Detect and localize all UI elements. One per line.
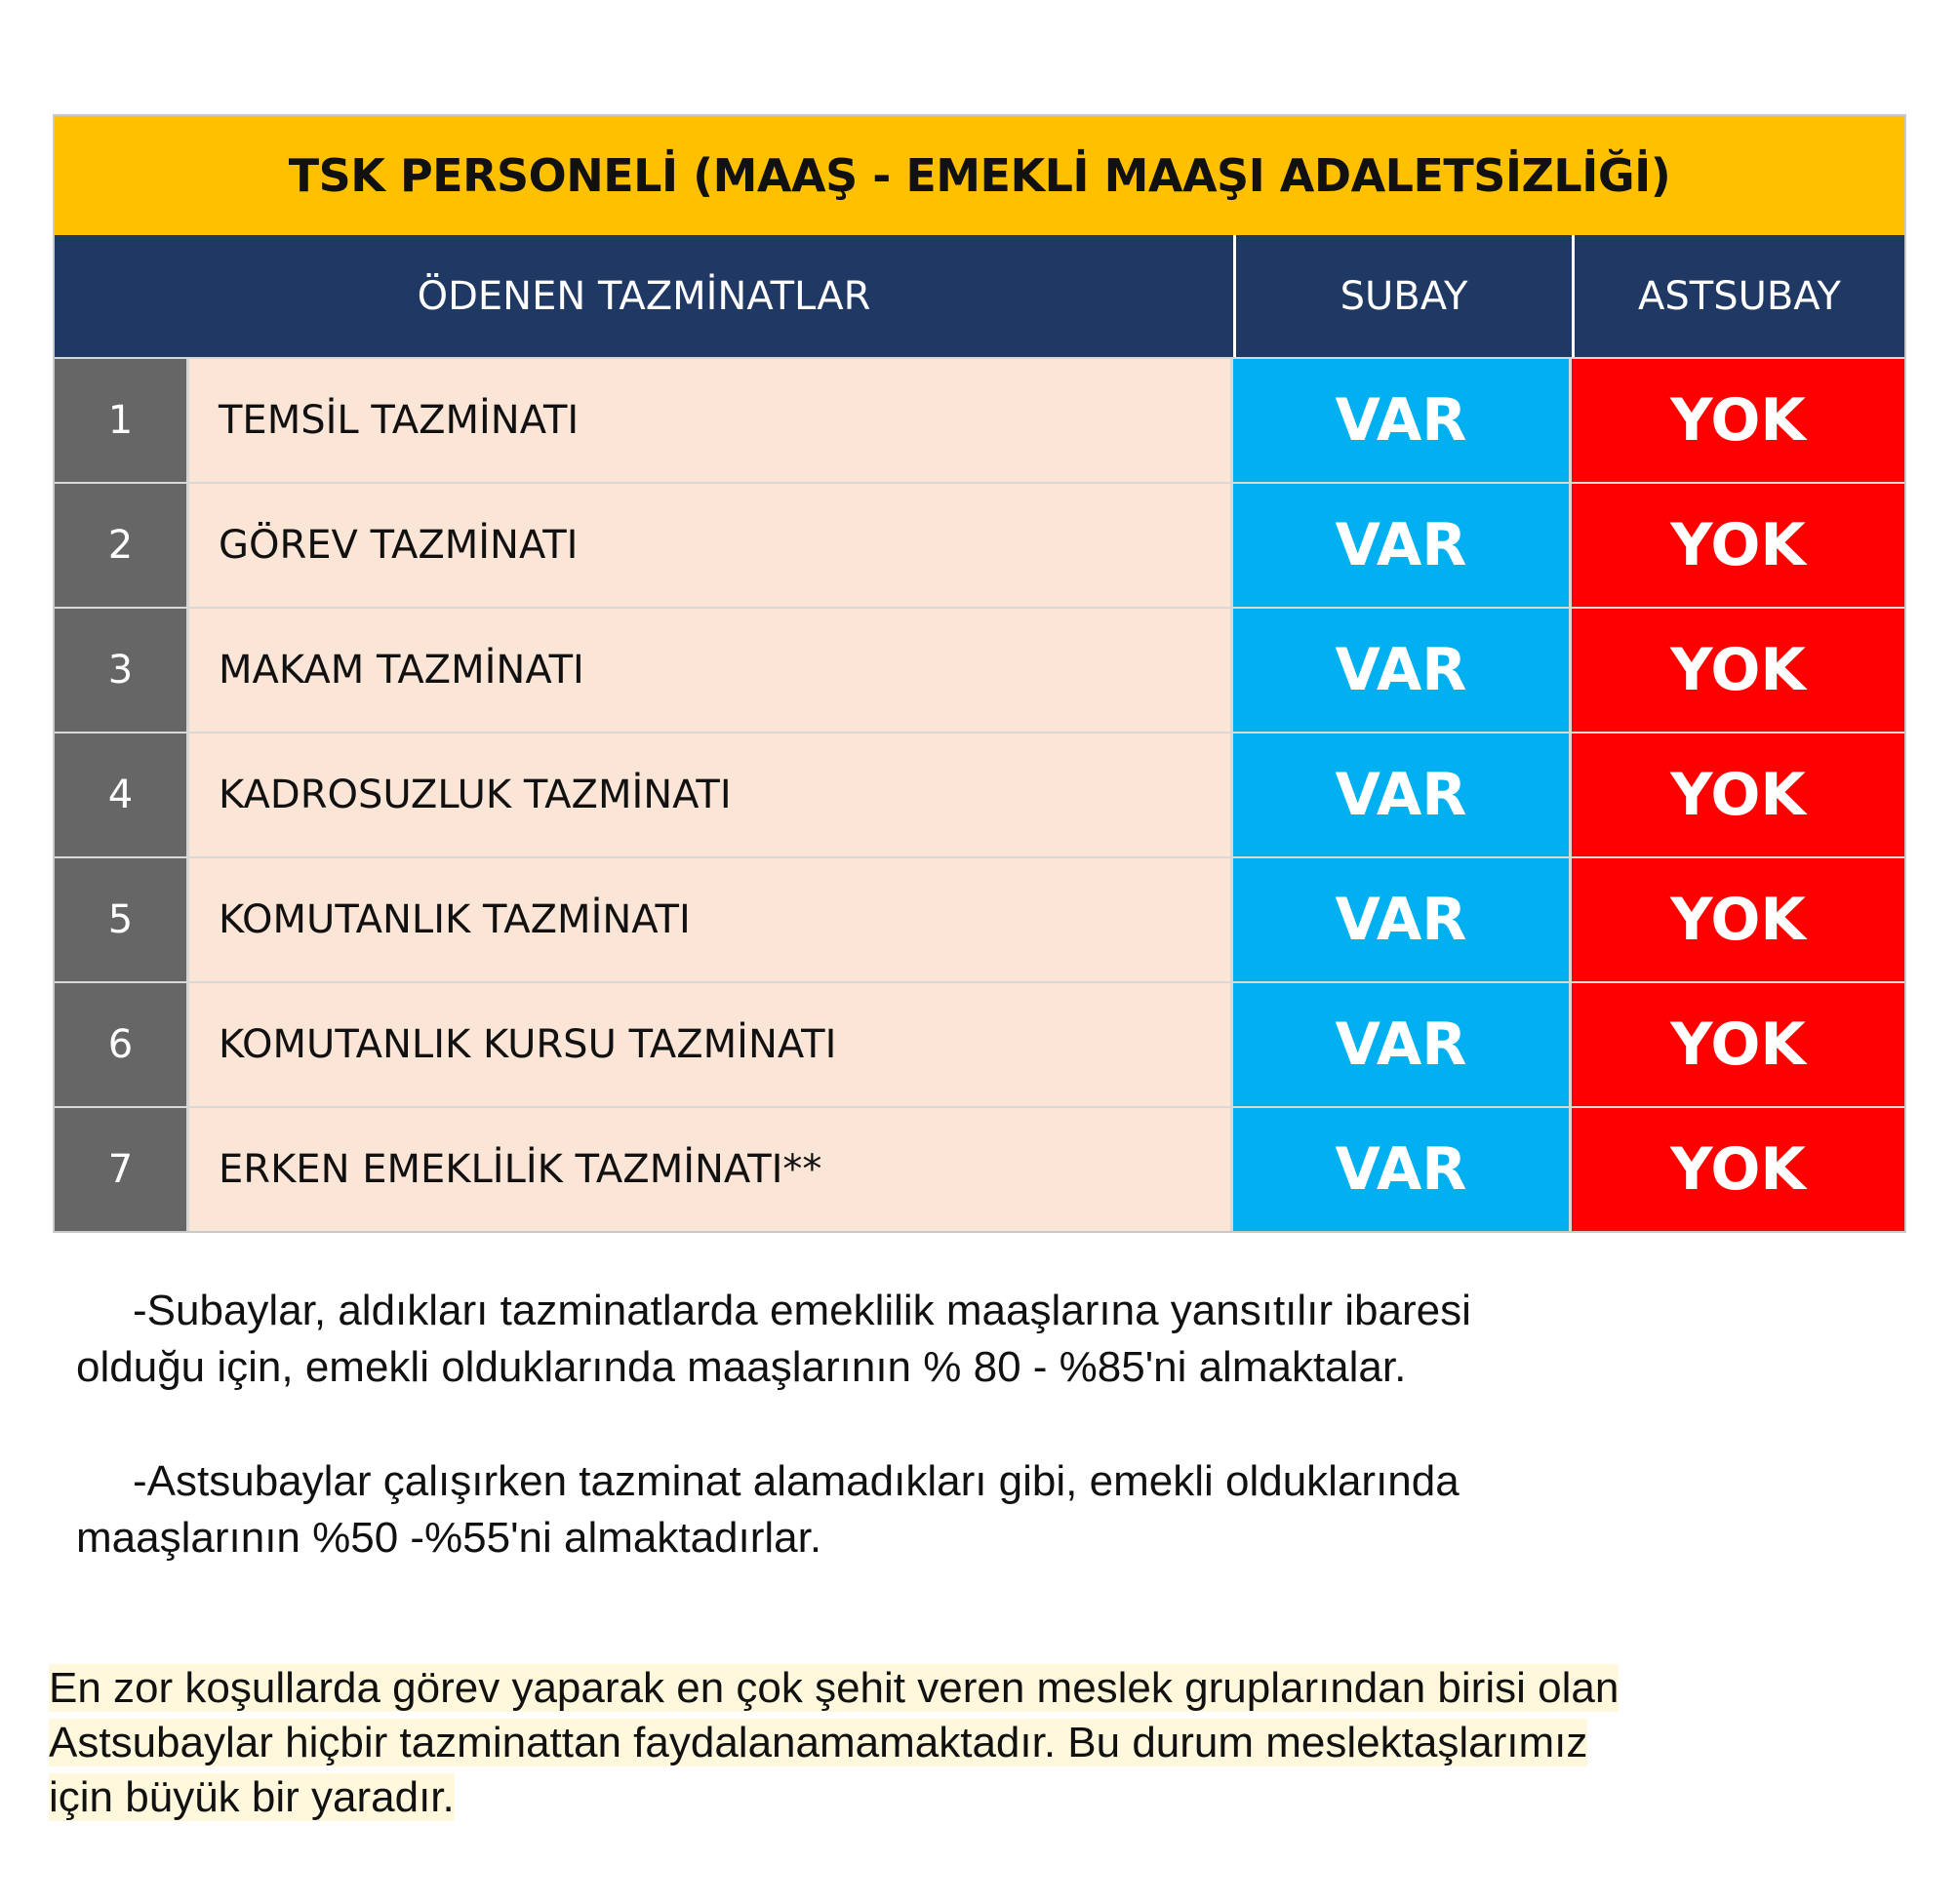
- table-header-row: [55, 235, 1904, 357]
- paragraph-line: olduğu için, emekli olduklarında maaşlarının % 80 - %85'ni almaktalar.: [76, 1343, 1407, 1391]
- compensation-name: KOMUTANLIK TAZMİNATI: [189, 858, 1233, 981]
- subay-status: VAR: [1233, 734, 1572, 856]
- astsubay-status: YOK: [1572, 734, 1904, 856]
- note-line: En zor koşullarda görev yaparak en çok şehit veren meslek gruplarından birisi olan: [49, 1664, 1620, 1712]
- subay-status: VAR: [1233, 1108, 1572, 1231]
- note-line: Astsubaylar hiçbir tazminattan faydalanamamaktadır. Bu durum meslektaşlarımız: [49, 1719, 1588, 1766]
- row-number: 2: [55, 484, 189, 607]
- compensation-name: MAKAM TAZMİNATI: [189, 609, 1233, 732]
- astsubay-status: YOK: [1572, 983, 1904, 1106]
- astsubay-status: YOK: [1572, 484, 1904, 607]
- compensation-table: [53, 114, 1906, 1233]
- header-astsubay: ASTSUBAY: [1638, 273, 1841, 319]
- paragraph-line: -Subaylar, aldıkları tazminatlarda emeklilik maaşlarına yansıtılır ibaresi: [133, 1287, 1471, 1334]
- astsubay-status: YOK: [1572, 1108, 1904, 1231]
- compensation-name: ERKEN EMEKLİLİK TAZMİNATI**: [189, 1108, 1233, 1231]
- header-compensations: ÖDENEN TAZMİNATLAR: [55, 235, 1236, 357]
- row-number: 3: [55, 609, 189, 732]
- subay-status: VAR: [1233, 484, 1572, 607]
- row-number: 5: [55, 858, 189, 981]
- subay-status: VAR: [1233, 983, 1572, 1106]
- row-number: 6: [55, 983, 189, 1106]
- row-number: 7: [55, 1108, 189, 1231]
- row-number: 4: [55, 734, 189, 856]
- table-row: [55, 732, 1904, 856]
- astsubay-status: YOK: [1572, 858, 1904, 981]
- table-row: [55, 482, 1904, 607]
- highlighted-note: [49, 1661, 1932, 1825]
- row-number: 1: [55, 359, 189, 482]
- astsubay-status: YOK: [1572, 609, 1904, 732]
- paragraph-line: maaşlarının %50 -%55'ni almaktadırlar.: [76, 1514, 822, 1562]
- compensation-name: TEMSİL TAZMİNATI: [189, 359, 1233, 482]
- table-row: [55, 856, 1904, 981]
- note-line: için büyük bir yaradır.: [49, 1773, 455, 1821]
- compensation-name: KOMUTANLIK KURSU TAZMİNATI: [189, 983, 1233, 1106]
- compensation-name: GÖREV TAZMİNATI: [189, 484, 1233, 607]
- subay-status: VAR: [1233, 858, 1572, 981]
- table-row: [55, 357, 1904, 482]
- paragraph-astsubay: [76, 1453, 1832, 1567]
- compensation-name: KADROSUZLUK TAZMİNATI: [189, 734, 1233, 856]
- table-row: [55, 981, 1904, 1106]
- paragraph-line: -Astsubaylar çalışırken tazminat alamadıkları gibi, emekli olduklarında: [133, 1457, 1460, 1505]
- table-row: [55, 607, 1904, 732]
- subay-status: VAR: [1233, 359, 1572, 482]
- astsubay-status: YOK: [1572, 359, 1904, 482]
- paragraph-subay: [76, 1283, 1832, 1396]
- subay-status: VAR: [1233, 609, 1572, 732]
- table-title: TSK PERSONELİ (MAAŞ - EMEKLİ MAAŞI ADALETSİZLİĞİ): [55, 116, 1904, 235]
- header-subay: SUBAY: [1236, 235, 1575, 357]
- table-row: [55, 1106, 1904, 1231]
- table-body: [55, 357, 1904, 1231]
